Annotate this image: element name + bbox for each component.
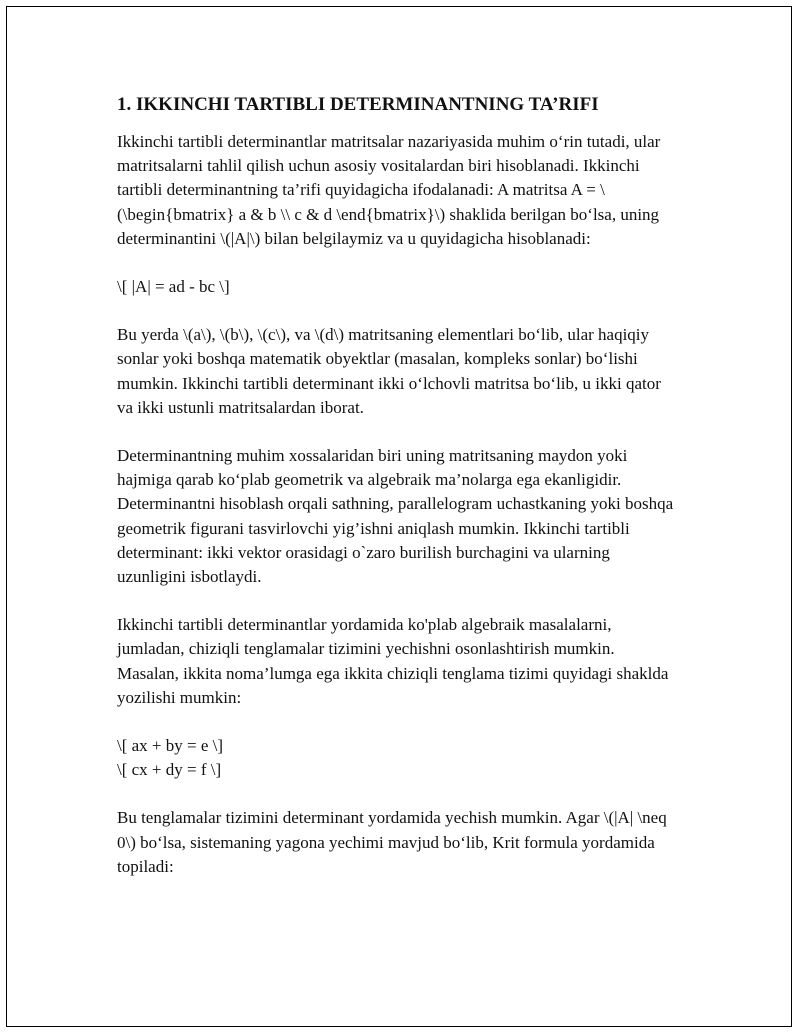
formula-system [117,734,677,782]
paragraph-solution: Bu tenglamalar tizimini determinant yordamida yechish mumkin. Agar \(|A| \neq 0\) boʻlsa, sistemaning yagona yechimi mavjud boʻlib, Krit formula yordamida topiladi: [117,808,667,876]
section-heading: 1. IKKINCHI TARTIBLI DETERMINANTNING TA’RIFI [117,94,599,115]
paragraph-linear-systems: Ikkinchi tartibli determinantlar yordamida ko'plab algebraik masalalarni, jumladan, chiziqli tenglamalar tizimini yechishni osonlashtirish mumkin. Masalan, ikkita noma’lumga ega ikkita chiziqli tenglama tizimi quyidagi shaklda yozilishi mumkin: [117,615,669,707]
paragraph-definition: Ikkinchi tartibli determinantlar matritsalar nazariyasida muhim oʻrin tutadi, ular matritsalarni tahlil qilish uchun asosiy vositalardan biri hisoblanadi. Ikkinchi tartibli determinantning ta’rifi quyidagicha ifodalanadi: A matritsa A = \(\begin{bmatrix} a & b \\ c & d \end{bmatrix}\) shaklida berilgan boʻlsa, uning determinantini \(|A|\) bilan belgilaymiz va u quyidagicha hisoblanadi: [117,132,661,248]
document-body [117,92,677,903]
formula-equation-1: \[ ax + by = e \] [117,736,224,756]
formula-determinant: \[ |A| = ad - bc \] [117,277,230,297]
formula-equation-2: \[ cx + dy = f \] [117,760,222,780]
paragraph-properties: Determinantning muhim xossalaridan biri uning matritsaning maydon yoki hajmiga qarab koʻplab geometrik va algebraik ma’nolarga ega ekanligidir. Determinantni hisoblash orqali sathning, parallelogram uchastkaning yoki boshqa geometrik figurani tasvirlovchi yig’ishni aniqlash mumkin. Ikkinchi tartibli determinant: ikki vektor orasidagi o`zaro burilish burchagini va ularning uzunligini isbotlaydi. [117,446,674,587]
paragraph-elements: Bu yerda \(a\), \(b\), \(c\), va \(d\) matritsaning elementlari boʻlib, ular haqiqiy sonlar yoki boshqa matematik obyektlar (masalan, kompleks sonlar) boʻlishi mumkin. Ikkinchi tartibli determinant ikki oʻlchovli matritsa boʻlib, u ikki qator va ikki ustunli matritsalardan iborat. [117,325,661,417]
